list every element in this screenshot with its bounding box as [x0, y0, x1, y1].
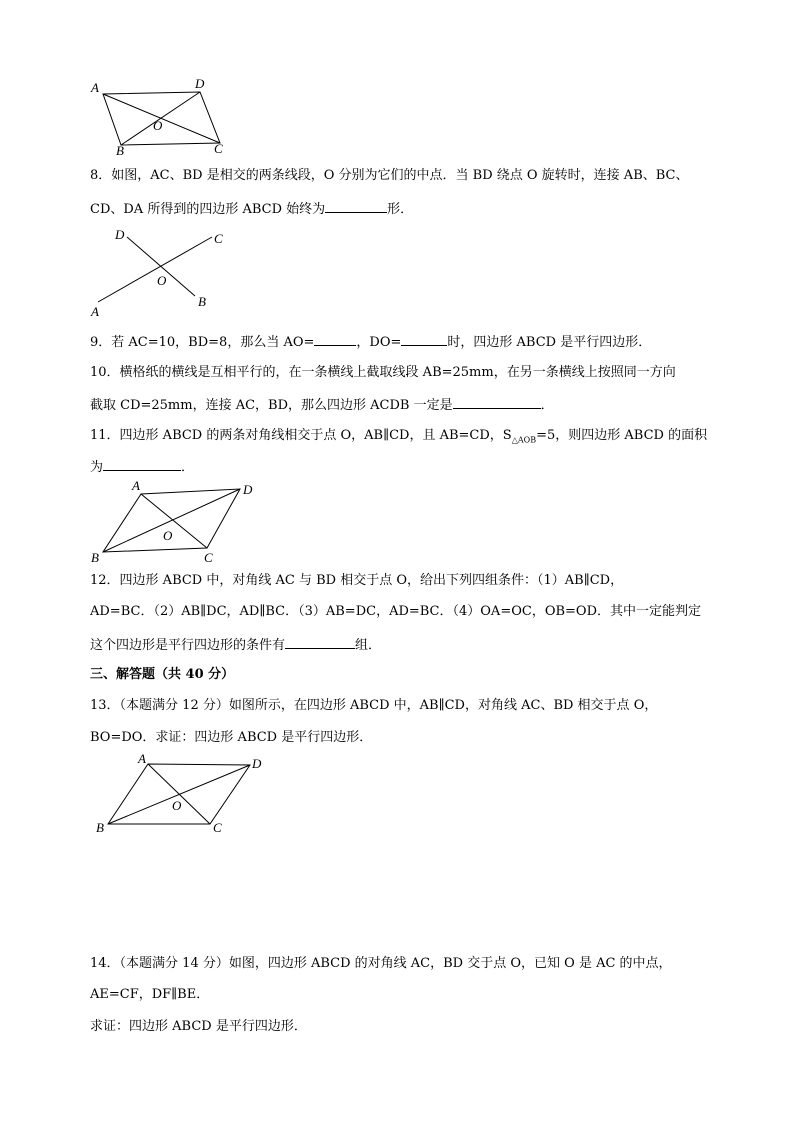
- q12-line2: AD=BC．（2）AB∥DC，AD∥BC．（3）AB=DC，AD=BC．（4）OA=OC，OB=OD．其中一定能判定: [90, 604, 702, 619]
- q10-line2: [90, 395, 554, 415]
- q13-line1: 13．（本题满分 12 分）如图所示，在四边形 ABCD 中，AB∥CD，对角线 AC、BD 相交于点 O，: [90, 698, 658, 713]
- label-o: O: [163, 528, 173, 543]
- q11-text-a: 11．四边形 ABCD 的两条对角线相交于点 O，AB∥CD，且 AB=CD，S: [90, 428, 512, 443]
- q10-line1: 10．横格纸的横线是互相平行的，在一条横线上截取线段 AB=25mm，在另一条横线上按照同一方向: [90, 365, 676, 380]
- q11-subscript: △AOB: [511, 435, 537, 445]
- q11-line1: [90, 427, 707, 450]
- figure-q11-parallelogram: [88, 478, 268, 568]
- section-heading-solutions: 三、解答题（共 40 分）: [90, 667, 235, 682]
- figure-top-parallelogram: [88, 76, 238, 156]
- label-d: D: [252, 756, 262, 771]
- q8-line2: [90, 199, 413, 219]
- q8-text-b: 形．: [387, 202, 414, 217]
- label-a: A: [91, 80, 99, 95]
- figure-q8-crossing-segments: [88, 226, 238, 318]
- answer-blank-q10[interactable]: [453, 395, 541, 409]
- figure-q13-parallelogram: [88, 752, 268, 840]
- q9-text-b: ，DO=: [356, 335, 402, 350]
- label-c: C: [214, 141, 223, 156]
- q11-text-b: =5，则四边形 ABCD 的面积: [536, 428, 708, 443]
- q11-line2: [90, 457, 194, 477]
- label-d: D: [195, 76, 205, 91]
- label-a: A: [138, 751, 146, 766]
- label-b: B: [198, 294, 206, 309]
- q10-text-a: 截取 CD=25mm，连接 AC，BD，那么四边形 ACDB 一定是: [90, 398, 453, 413]
- label-a: A: [132, 478, 140, 493]
- answer-blank-q8[interactable]: [325, 199, 387, 213]
- answer-blank-q11[interactable]: [103, 457, 181, 471]
- q14-line2: AE=CF，DF∥BE．: [90, 987, 210, 1002]
- label-o: O: [172, 798, 182, 813]
- label-o: O: [153, 118, 163, 133]
- label-b: B: [116, 143, 124, 158]
- diagonal-ac: [141, 494, 207, 548]
- label-b: B: [96, 820, 104, 835]
- label-c: C: [214, 231, 223, 246]
- q13-line2: BO=DO．求证：四边形 ABCD 是平行四边形．: [90, 730, 373, 745]
- q12-text-b: 组．: [355, 638, 382, 653]
- q9-text-a: 9．若 AC=10，BD=8，那么当 AO=: [90, 335, 315, 350]
- answer-blank-q12[interactable]: [285, 635, 355, 649]
- q9-line: [90, 332, 651, 352]
- q12-text-a: 这个四边形是平行四边形的条件有: [90, 638, 286, 653]
- answer-blank-q9-do[interactable]: [401, 332, 447, 346]
- q9-text-c: 时，四边形 ABCD 是平行四边形．: [447, 335, 652, 350]
- diagonal-bd: [108, 765, 250, 824]
- q12-line3: [90, 635, 381, 655]
- label-c: C: [204, 550, 213, 565]
- answer-blank-q9-ao[interactable]: [314, 332, 356, 346]
- label-c: C: [213, 820, 222, 835]
- label-d: D: [243, 482, 253, 497]
- q10-text-b: ．: [540, 398, 554, 413]
- q14-line1: 14．（本题满分 14 分）如图，四边形 ABCD 的对角线 AC，BD 交于点 O，已知 O 是 AC 的中点，: [90, 956, 672, 971]
- q11-text-d: ．: [181, 460, 195, 475]
- label-a: A: [91, 304, 99, 319]
- q8-text-a: CD、DA 所得到的四边形 ABCD 始终为: [90, 202, 326, 217]
- label-o: O: [157, 273, 167, 288]
- segment-ac: [98, 237, 212, 302]
- q14-line3: 求证：四边形 ABCD 是平行四边形．: [90, 1019, 307, 1034]
- q11-text-c: 为: [90, 460, 104, 475]
- q8-line1: 8．如图，AC、BD 是相交的两条线段，O 分别为它们的中点．当 BD 绕点 O 旋转时，连接 AB、BC、: [90, 168, 689, 183]
- q12-line1: 12．四边形 ABCD 中，对角线 AC 与 BD 相交于点 O，给出下列四组条件：（1）AB∥CD，: [90, 573, 624, 588]
- label-d: D: [115, 227, 125, 242]
- label-b: B: [91, 550, 99, 565]
